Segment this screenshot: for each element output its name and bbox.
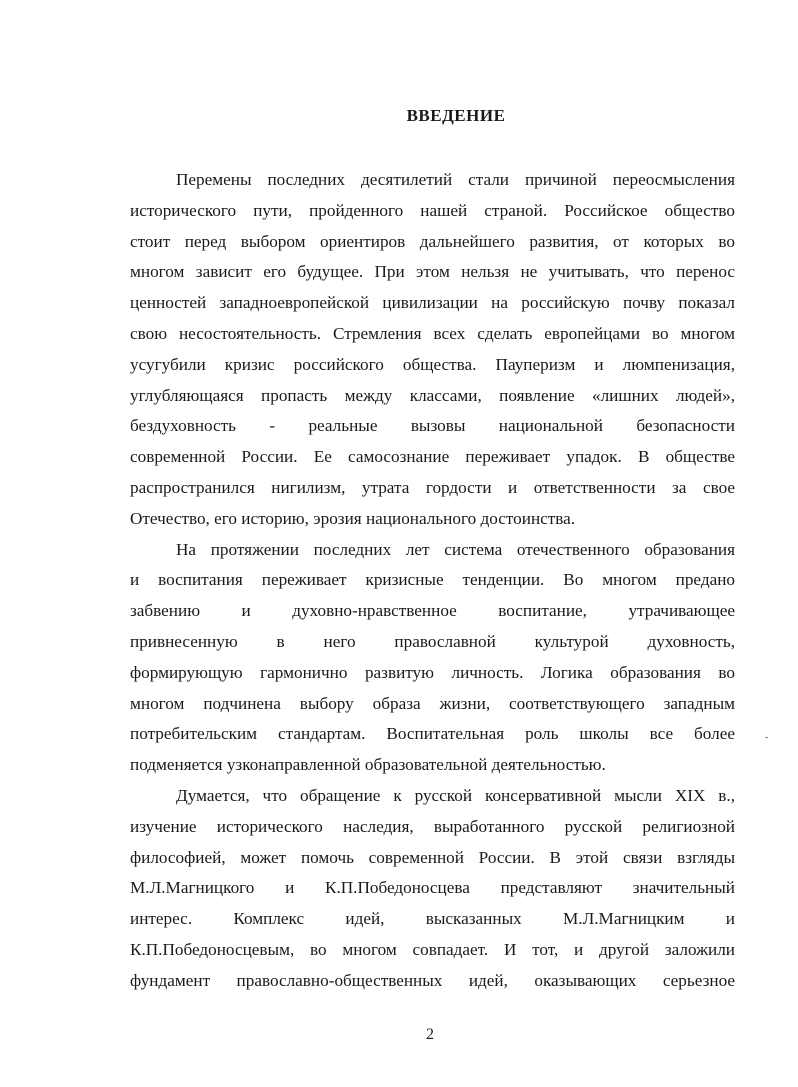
- text-line: привнесенную в него православной культурой духовность,: [130, 631, 735, 651]
- text-line: современной России. Ее самосознание переживает упадок. В обществе: [130, 447, 735, 467]
- text-line: многом подчинена выбору образа жизни, соответствующего западным: [130, 693, 735, 713]
- text-line: углубляющаяся пропасть между классами, появление «лишних людей»,: [130, 385, 735, 405]
- text-line: Думается, что обращение к русской консервативной мысли XIX в.,: [176, 785, 735, 805]
- text-line: и воспитания переживает кризисные тенденции. Во многом предано: [130, 570, 735, 590]
- text-line: изучение исторического наследия, выработанного русской религиозной: [130, 816, 735, 836]
- body-text: [130, 165, 735, 997]
- text-line: интерес. Комплекс идей, высказанных М.Л.Магницким и: [130, 909, 735, 929]
- text-line: фундамент православно-общественных идей, оказывающих серьезное: [130, 970, 735, 990]
- text-line: К.П.Победоносцевым, во многом совпадает. И тот, и другой заложили: [130, 939, 735, 959]
- text-line: исторического пути, пройденного нашей страной. Российское общество: [130, 200, 735, 220]
- text-line: Перемены последних десятилетий стали причиной переосмысления: [176, 170, 735, 189]
- text-line: формирующую гармонично развитую личность. Логика образования во: [130, 662, 735, 682]
- text-line: многом зависит его будущее. При этом нельзя не учитывать, что перенос: [130, 262, 735, 282]
- text-line: философией, может помочь современной России. В этой связи взгляды: [130, 847, 735, 867]
- text-line: потребительским стандартам. Воспитательная роль школы все более: [130, 724, 735, 744]
- text-line: усугубили кризис российского общества. Пауперизм и люмпенизация,: [130, 354, 735, 374]
- text-line: забвению и духовно-нравственное воспитание, утрачивающее: [130, 601, 735, 621]
- text-line: М.Л.Магницкого и К.П.Победоносцева представляют значительный: [130, 878, 735, 898]
- text-line: ценностей западноевропейской цивилизации на российскую почву показал: [130, 293, 735, 313]
- text-line: На протяжении последних лет система отечественного образования: [176, 539, 735, 559]
- text-line: стоит перед выбором ориентиров дальнейшего развития, от которых во: [130, 231, 735, 251]
- text-line: свою несостоятельность. Стремления всех сделать европейцами во многом: [130, 323, 735, 343]
- text-line: Отечество, его историю, эрозия национального достоинства.: [130, 508, 576, 528]
- page-title: ВВЕДЕНИЕ: [406, 106, 506, 125]
- text-line: бездуховность - реальные вызовы национальной безопасности: [130, 416, 735, 436]
- page-number: 2: [426, 1026, 434, 1043]
- scan-speck: [765, 737, 768, 738]
- text-line: распространился нигилизм, утрата гордости и ответственности за свое: [130, 477, 735, 497]
- text-line: подменяется узконаправленной образовательной деятельностью.: [130, 755, 606, 775]
